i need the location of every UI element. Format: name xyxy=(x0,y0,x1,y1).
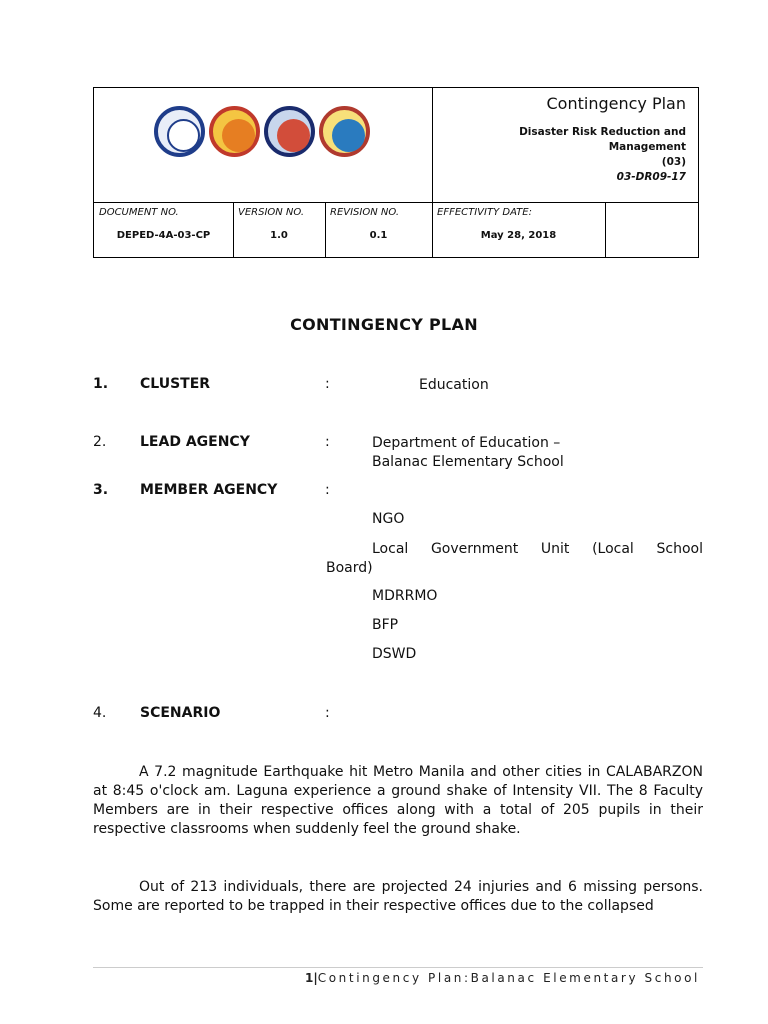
cell-value: 0.1 xyxy=(369,230,388,241)
lgu-continuation: Board) xyxy=(326,560,373,576)
lgu-word: Government xyxy=(430,541,519,557)
member-agency-lgu xyxy=(326,540,703,578)
lead-agency-line: Balanac Elementary School xyxy=(372,454,564,470)
cell-label: DOCUMENT NO. xyxy=(99,207,179,218)
scenario-paragraph: Out of 213 individuals, there are projected 24 injuries and 6 missing persons. Some are reported to be trapped in their respective offices due to the collapsed xyxy=(93,879,703,914)
version-no-cell xyxy=(233,202,325,258)
division-seal-logo xyxy=(319,106,370,157)
scenario-paragraph: A 7.2 magnitude Earthquake hit Metro Manila and other cities in CALABARZON at 8:45 o'clock am. Laguna experience a ground shake of Intensity VII. The 8 Faculty Members are in their respective offices along with a total of 205 pupils in their respective classrooms when suddenly feel the ground shake. xyxy=(93,764,703,837)
member-agency-mdrrmo: MDRRMO xyxy=(372,588,438,604)
header-divider xyxy=(432,88,433,202)
lead-agency-value xyxy=(372,434,564,472)
lgu-word: (Local xyxy=(592,541,634,557)
item-number: 3. xyxy=(93,482,109,498)
document-title: CONTINGENCY PLAN xyxy=(290,315,478,334)
item-colon: : xyxy=(325,376,330,392)
item-key-scenario: SCENARIO xyxy=(140,705,221,721)
item-key-lead-agency: LEAD AGENCY xyxy=(140,434,250,450)
member-agency-bfp: BFP xyxy=(372,617,399,633)
item-number: 2. xyxy=(93,434,107,450)
page-footer xyxy=(305,971,700,985)
document-no-cell xyxy=(94,202,233,258)
header-code: 03-DR09-17 xyxy=(616,171,686,183)
region-seal-logo xyxy=(209,106,260,157)
member-agency-ngo: NGO xyxy=(372,511,405,527)
header-subtitle-line: (03) xyxy=(661,156,686,168)
cell-label: VERSION NO. xyxy=(238,207,305,218)
logo-row xyxy=(154,106,370,157)
cell-label: EFFECTIVITY DATE: xyxy=(437,207,532,218)
cluster-value: Education xyxy=(419,377,489,393)
lgu-word: Local xyxy=(372,541,409,557)
effectivity-date-cell xyxy=(432,202,605,258)
header-title: Contingency Plan xyxy=(546,94,686,113)
cell-value: DEPED-4A-03-CP xyxy=(116,230,211,241)
footer-rule xyxy=(93,967,703,968)
cell-value: 1.0 xyxy=(270,230,288,241)
member-agency-dswd: DSWD xyxy=(372,646,417,662)
cell-divider xyxy=(605,202,606,258)
footer-separator: | xyxy=(313,971,318,985)
footer-text: Contingency Plan:Balanac Elementary School xyxy=(317,971,700,985)
item-colon: : xyxy=(325,705,330,721)
header-subtitle xyxy=(486,125,686,185)
header-subtitle-line: Management xyxy=(608,141,686,153)
item-key-cluster: CLUSTER xyxy=(140,376,211,392)
lgu-word: Unit xyxy=(540,541,570,557)
document-header-table xyxy=(93,87,699,258)
revision-no-cell xyxy=(325,202,432,258)
item-number: 4. xyxy=(93,705,107,721)
lead-agency-line: Department of Education – xyxy=(372,435,561,451)
header-subtitle-line: Disaster Risk Reduction and xyxy=(519,126,686,138)
page-number: 1 xyxy=(305,971,314,985)
cell-label: REVISION NO. xyxy=(330,207,400,218)
lgu-word: School xyxy=(656,541,703,557)
deped-seal-logo xyxy=(154,106,205,157)
item-number: 1. xyxy=(93,376,109,392)
province-seal-logo xyxy=(264,106,315,157)
item-colon: : xyxy=(325,434,330,450)
item-colon: : xyxy=(325,482,330,498)
item-key-member-agency: MEMBER AGENCY xyxy=(140,482,278,498)
cell-value: May 28, 2018 xyxy=(480,230,557,241)
